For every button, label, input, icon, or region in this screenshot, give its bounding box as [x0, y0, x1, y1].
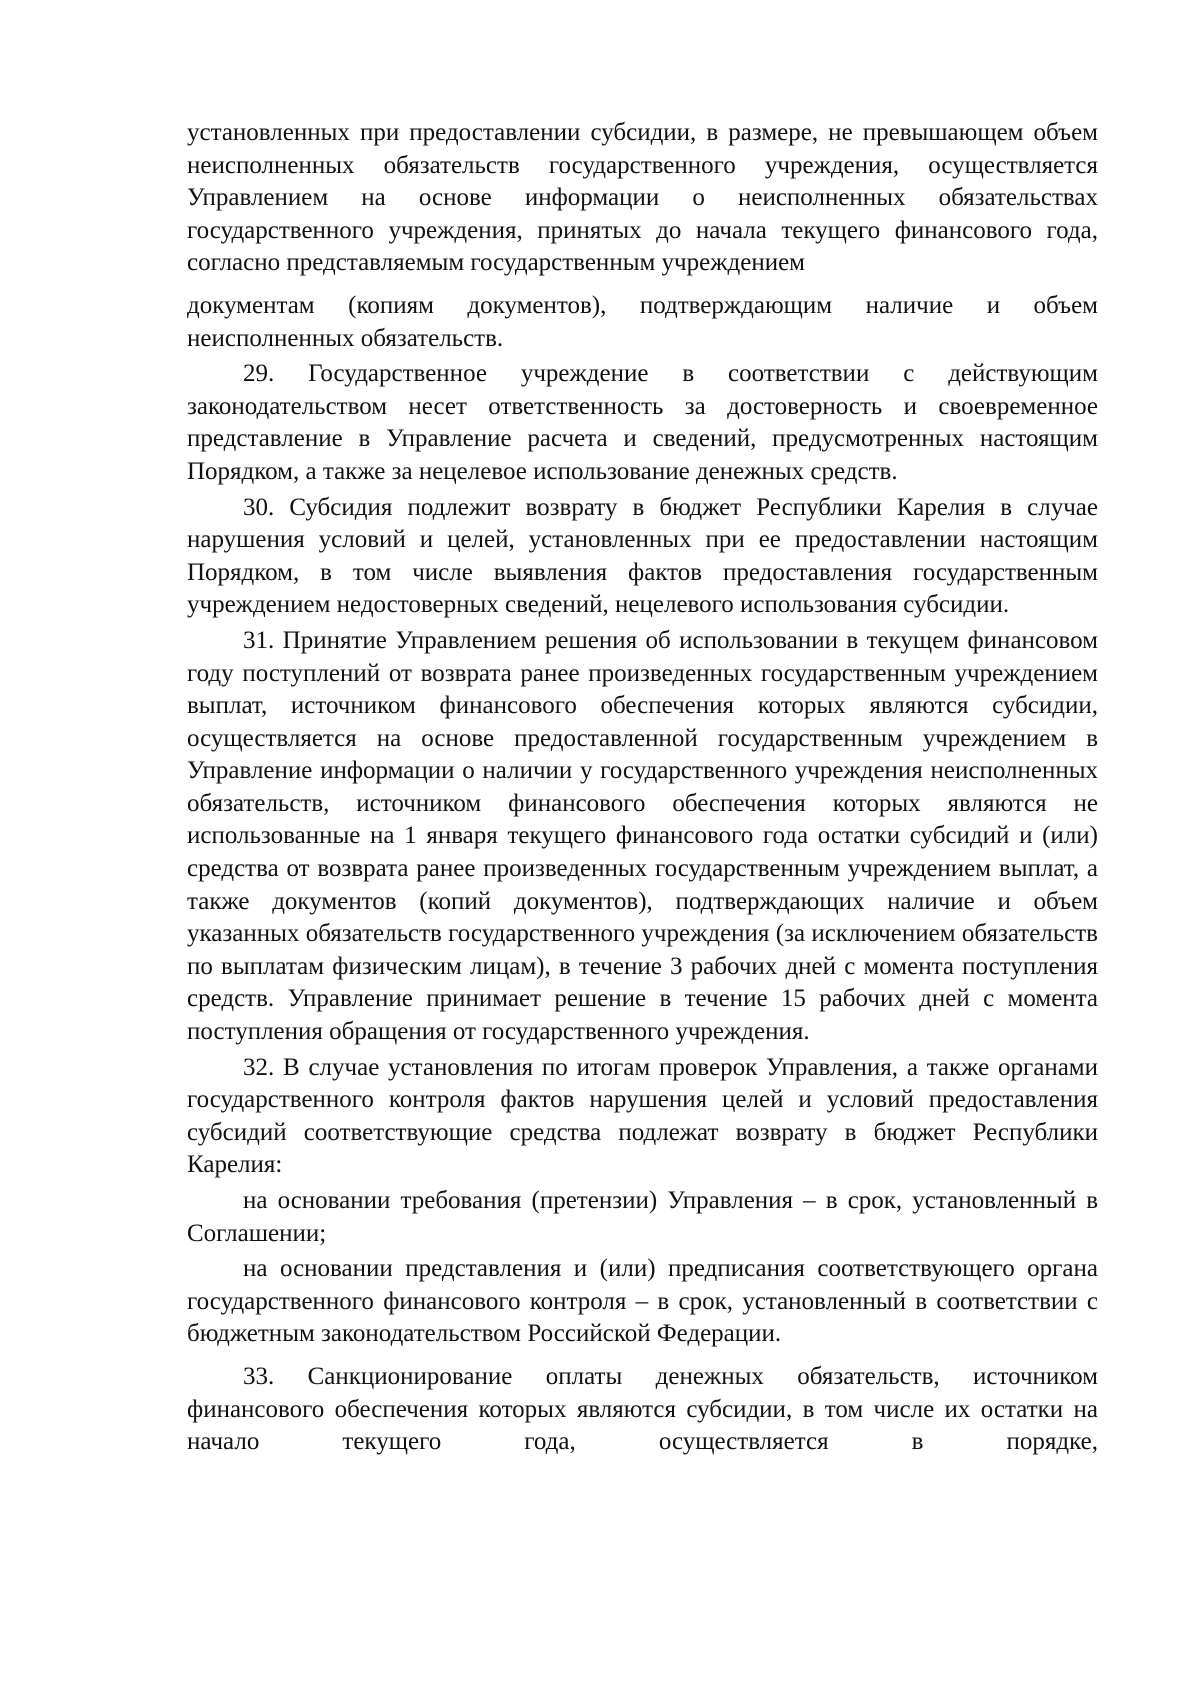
paragraph-continuation-documents: документам (копиям документов), подтверждающим наличие и объем неисполненных обязательств. — [187, 291, 1098, 352]
paragraph-32: 32. В случае установления по итогам проверок Управления, а также органами государственного контроля фактов нарушения целей и условий предоставления субсидий соответствующие средства подлежат возврату в бюджет Республики Карелия: — [187, 1053, 1098, 1179]
paragraph-31: 31. Принятие Управлением решения об использовании в текущем финансовом году поступлений от возврата ранее произведенных государственным учреждением выплат, источником финансового обеспечения которых являются субсидии, осуществляется на основе предоставленной государственным учреждением в Управление информации о наличии у государственного учреждения неисполненных обязательств, источником финансового обеспечения которых являются не использованные на 1 января текущего финансового года остатки субсидий и (или) средства от возврата ранее произведенных государственным учреждением выплат, а также документов (копий документов), подтверждающих наличие и объем указанных обязательств государственного учреждения (за исключением обязательств по выплатам физическим лицам), в течение 3 рабочих дней с момента поступления средств. Управление принимает решение в течение 15 рабочих дней с момента поступления обращения от государственного учреждения. — [187, 626, 1098, 1046]
paragraph-30: 30. Субсидия подлежит возврату в бюджет Республики Карелия в случае нарушения условий и целей, установленных при ее предоставлении настоящим Порядком, в том числе выявления фактов предоставления государственным учреждением недостоверных сведений, нецелевого использования субсидии. — [187, 493, 1098, 619]
paragraph-continuation: установленных при предоставлении субсидии, в размере, не превышающем объем неисполненных обязательств государственного учреждения, осуществляется Управлением на основе информации о неисполненных обязательствах государственного учреждения, принятых до начала текущего финансового года, согласно представляемым государственным учреждением — [187, 119, 1098, 277]
paragraph-32-item-2: на основании представления и (или) предписания соответствующего органа государственного финансового контроля – в срок, установленный в соответствии с бюджетным законодательством Российской Федерации. — [187, 1255, 1098, 1348]
paragraph-29: 29. Государственное учреждение в соответствии с действующим законодательством несет ответственность за достоверность и своевременное представление в Управление расчета и сведений, предусмотренных настоящим Порядком, а также за нецелевое использование денежных средств. — [187, 360, 1098, 485]
paragraph-33: 33. Санкционирование оплаты денежных обязательств, источником финансового обеспечения которых являются субсидии, в том числе их остатки на начало текущего года, осуществляется в порядке, — [187, 1362, 1098, 1456]
paragraph-32-item-1: на основании требования (претензии) Управления – в срок, установленный в Соглашении; — [187, 1187, 1098, 1247]
